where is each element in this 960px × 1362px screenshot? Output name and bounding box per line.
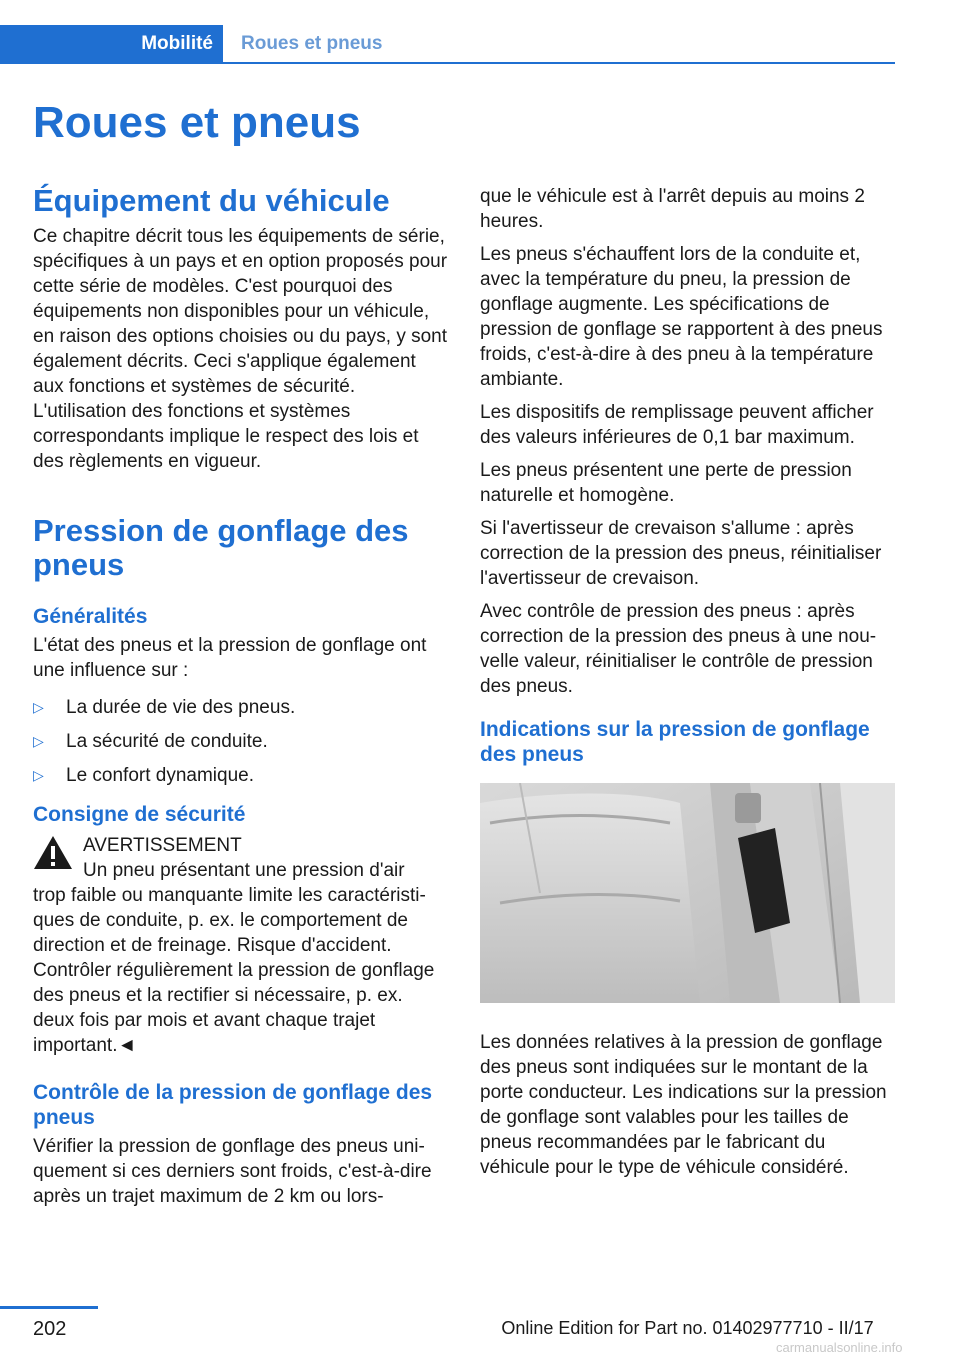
triangle-bullet-icon: ▷	[33, 733, 44, 749]
heading-consigne: Consigne de sécurité	[33, 803, 246, 826]
paragraph-perte: Les pneus présentent une perte de pression naturelle et homogène.	[480, 460, 852, 506]
watermark: carmanualsonline.info	[776, 1340, 903, 1355]
warning-title: AVERTISSEMENT	[83, 835, 242, 856]
paragraph-continuation: que le véhicule est à l'arrêt depuis au moins 2 heures.	[480, 186, 865, 232]
list-item: ▷ La durée de vie des pneus.	[33, 697, 296, 718]
triangle-bullet-icon: ▷	[33, 699, 44, 715]
paragraph-equipement: Ce chapitre décrit tous les équipements de série, spécifiques à un pays et en option proposés pour cette série de modèles. C'est pourquoi des équipements non disponibles pour un véhicule, en raison des options choisies ou du pays, y sont également décrits. Ceci s'applique également aux fonctions et systèmes de sécurité. L'utilisation des fonctions et systèmes correspondants implique le respect des lois et des règlements en vigueur.	[33, 226, 448, 472]
right-column	[480, 184, 895, 1188]
list-item: ▷ Le confort dynamique.	[33, 765, 255, 786]
paragraph-controle-pression: Avec contrôle de pression des pneus : après correction de la pression des pneus à une nouvelle valeur, réinitialiser le contrôle de pression des pneus.	[480, 601, 877, 697]
list-item: ▷ La sécurité de conduite.	[33, 731, 268, 752]
header-tabbar	[0, 25, 895, 64]
heading-indications: Indications sur la pression de gonflage des pneus	[480, 718, 870, 766]
paragraph-echauffent: Les pneus s'échauffent lors de la conduite et, avec la température du pneu, la pression de gonflage augmente. Les spécifications de pression de gonflage se rapportent à des pneus froids, c'est-à-dire à des pneu à la température ambiante.	[480, 244, 883, 390]
paragraph-controle: Vérifier la pression de gonflage des pneus uniquement si ces derniers sont froids, c'est-à-dire après un trajet maximum de 2 km ou lors-	[33, 1136, 432, 1207]
paragraph-dispositifs: Les dispositifs de remplissage peuvent afficher des valeurs inférieures de 0,1 bar maximum.	[480, 402, 874, 448]
heading-generalites: Généralités	[33, 605, 148, 628]
page-number: 202	[33, 1318, 67, 1340]
paragraph-avertisseur: Si l'avertisseur de crevaison s'allume : après correction de la pression des pneus, réinitialiser l'avertisseur de crevaison.	[480, 518, 882, 589]
tab-section[interactable]: Mobilité	[0, 25, 223, 62]
door-pillar-image	[480, 783, 895, 1003]
page-title: Roues et pneus	[33, 98, 361, 147]
warning-triangle-icon	[33, 835, 73, 870]
warning-line1: Un pneu présentant une pression d'air	[83, 860, 405, 881]
warning-block	[33, 833, 448, 1058]
triangle-bullet-icon: ▷	[33, 767, 44, 783]
left-column	[33, 184, 448, 1217]
paragraph-generalites: L'état des pneus et la pression de gonflage ont une influence sur :	[33, 635, 427, 681]
warning-body: trop faible ou manquante limite les caractéristiques de conduite, p. ex. le comportement de direction et de freinage. Risque d'accident. Contrôler régulièrement la pression de gonflage des pneus et la rectifier si nécessaire, p. ex. deux fois par mois et avant chaque trajet important.◄	[33, 885, 435, 1056]
bullet-list	[33, 695, 448, 788]
tab-breadcrumb[interactable]: Roues et pneus	[241, 33, 383, 54]
heading-equipement: Équipement du véhicule	[33, 183, 390, 218]
paragraph-donnees: Les données relatives à la pression de gonflage des pneus sont indiquées sur le montant de la porte conducteur. Les indications sur la pression de gonflage sont valables pour les tailles de pneus recommandées par le fabricant du véhicule pour le type de véhicule considéré.	[480, 1032, 887, 1178]
heading-controle: Contrôle de la pression de gonflage des pneus	[33, 1081, 433, 1129]
heading-pression: Pression de gonflage des pneus	[33, 513, 409, 582]
footer-accent-line	[0, 1306, 98, 1309]
edition-label: Online Edition for Part no. 01402977710 - II/17	[501, 1318, 874, 1338]
